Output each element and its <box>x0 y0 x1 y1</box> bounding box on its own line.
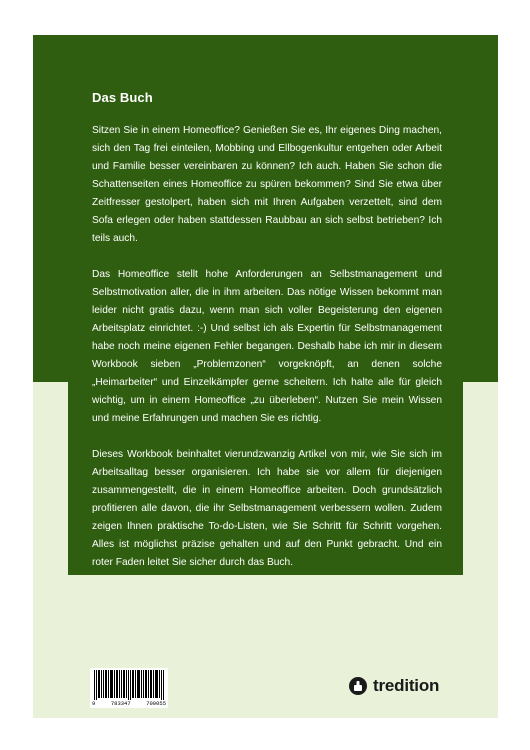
barcode-digit-group-1: 783347 <box>110 700 131 707</box>
publisher-logo <box>349 676 439 696</box>
blurb-paragraph-1: Sitzen Sie in einem Homeoffice? Genießen Sie es, Ihr eigenes Ding machen, sich den Tag frei einteilen, Mobbing und Ellbogenkultur entgehen oder Arbeit und Familie besser vereinbaren zu können? Ich auch. Haben Sie schon die Schattenseiten eines Homeoffice zu spüren bekommen? Sind Sie etwa über Zeitfresser gestolpert, haben sich mit Ihren Aufgaben verzettelt, sind dem Sofa erlegen oder haben stattdessen Raubbau an sich selbst betrieben? Ich teils auch. <box>92 125 442 244</box>
barcode-digit-group-2: 700055 <box>146 700 166 707</box>
blurb-paragraph-2: Das Homeoffice stellt hohe Anforderungen an Selbstmanagement und Selbstmotivation aller, die in ihm arbeiten. Das nötige Wissen bekommt man leider nicht gratis dazu, wenn man sich voller Begeisterung den eigenen Arbeitsplatz einrichtet. :-) Und selbst ich als Expertin für Selbstmanagement habe noch meine eigenen Fehler begangen. Deshalb habe ich mir in diesem Workbook sieben „Problemzonen“ vorgeknöpft, an denen solche „Heimarbeiter“ und Einzelkämpfer gerne scheitern. Ich halte alle für gleich wichtig, um in einem Homeoffice „zu überleben“. Nutzen Sie mein Wissen und meine Erfahrungen und machen Sie es richtig. <box>92 269 442 424</box>
isbn-barcode <box>90 668 168 708</box>
blurb-paragraph-3: Dieses Workbook beinhaltet vierundzwanzig Artikel von mir, wie Sie sich im Arbeitsalltag besser organisieren. Ich habe sie vor allem für diejenigen zusammengestellt, die in einem Homeoffice arbeiten. Doch grundsätzlich profitieren alle davon, die ihr Selbstmanagement verbessern wollen. Zudem zeigen Ihnen praktische To-do-Listen, wie Sie Schritt für Schritt vorgehen. Alles ist möglichst präzise gehalten und auf den Punkt gebracht. Und ein roter Faden leitet Sie sicher durch das Buch. <box>92 449 442 568</box>
barcode-digits <box>90 700 168 707</box>
blurb-heading: Das Buch <box>92 90 153 105</box>
barcode-bars <box>90 668 168 702</box>
publisher-name: tredition <box>373 676 440 695</box>
blurb-section <box>92 90 442 590</box>
barcode-digit-prefix: 9 <box>92 700 96 707</box>
tredition-logo-icon <box>349 677 367 695</box>
